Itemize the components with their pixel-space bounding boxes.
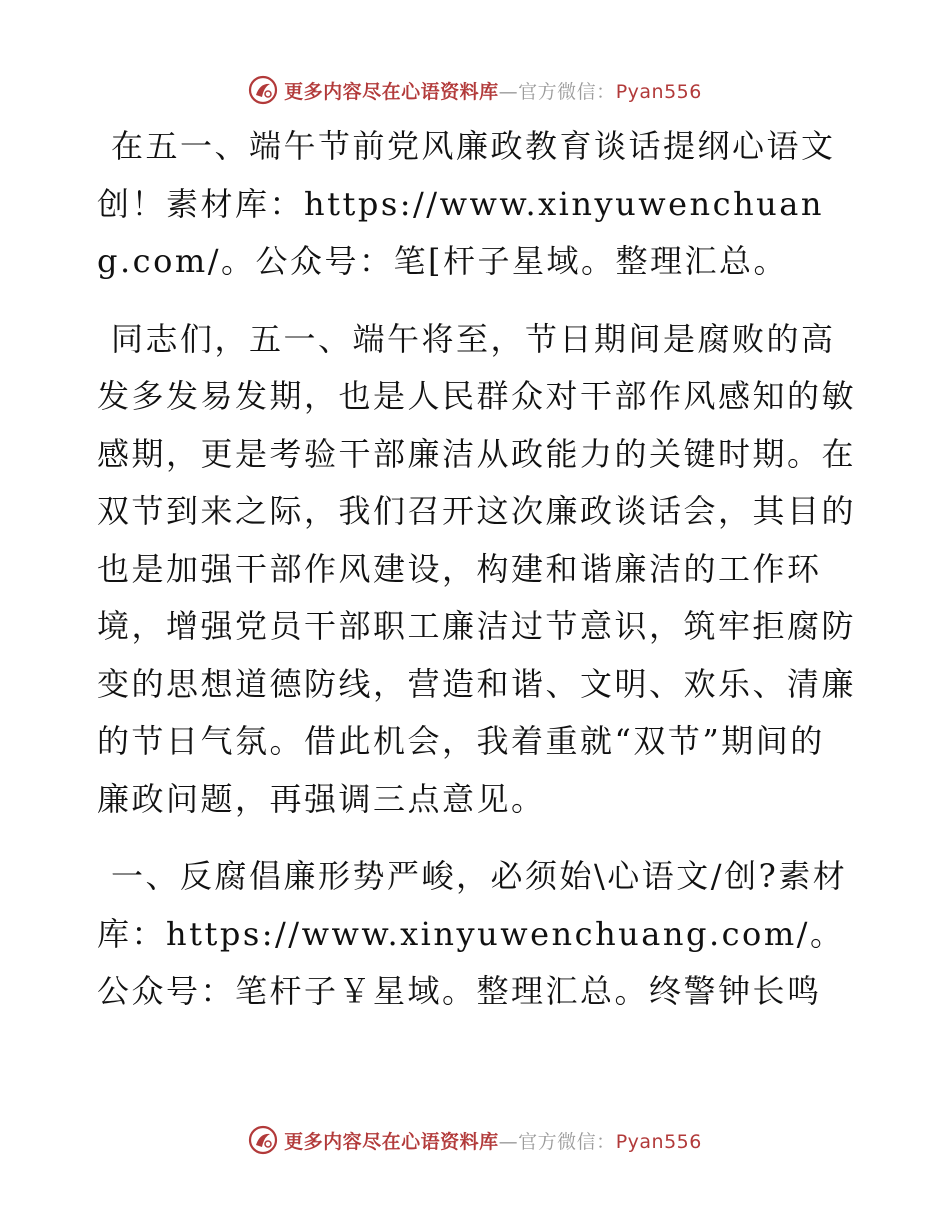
document-body — [97, 118, 857, 1041]
header-banner-wechat-id: Pyan556 — [615, 80, 702, 103]
header-banner-official: 官方微信： — [518, 80, 616, 103]
header-banner-main: 更多内容尽在心语资料库 — [284, 80, 499, 103]
paragraph-intro: 同志们，五一、端午将至，节日期间是腐败的高发多发易发期，也是人民群众对干部作风感知的敏感期，更是考验干部廉洁从政能力的关键时期。在双节到来之际，我们召开这次廉政谈话会，其目的也是加强干部作风建设，构建和谐廉洁的工作环境，增强党员干部职工廉洁过节意识，筑牢拒腐防变的思想道德防线，营造和谐、文明、欢乐、清廉的节日气氛。借此机会，我着重就“双节”期间的廉政问题，再强调三点意见。 — [97, 319, 857, 818]
header-banner-text — [284, 77, 702, 104]
footer-banner-text — [284, 1127, 702, 1154]
logo-icon — [248, 75, 278, 105]
header-banner — [0, 70, 950, 110]
footer-banner-wechat-id: Pyan556 — [615, 1130, 702, 1153]
footer-banner — [0, 1120, 950, 1160]
footer-banner-dash: — — [498, 1130, 519, 1153]
header-banner-dash: — — [498, 80, 519, 103]
footer-banner-official: 官方微信： — [518, 1130, 616, 1153]
paragraph-section-one: 一、反腐倡廉形势严峻，必须始\心语文/创?素材库：https://www.xinyuwenchuang.com/。公众号：笔杆子￥星域。整理汇总。终警钟长鸣 — [97, 857, 848, 1010]
logo-icon — [248, 1125, 278, 1155]
footer-banner-main: 更多内容尽在心语资料库 — [284, 1130, 499, 1153]
paragraph-title: 在五一、端午节前党风廉政教育谈话提纲心语文创！素材库：https://www.xinyuwenchuang.com/。公众号：笔[杆子星域。整理汇总。 — [97, 127, 836, 280]
